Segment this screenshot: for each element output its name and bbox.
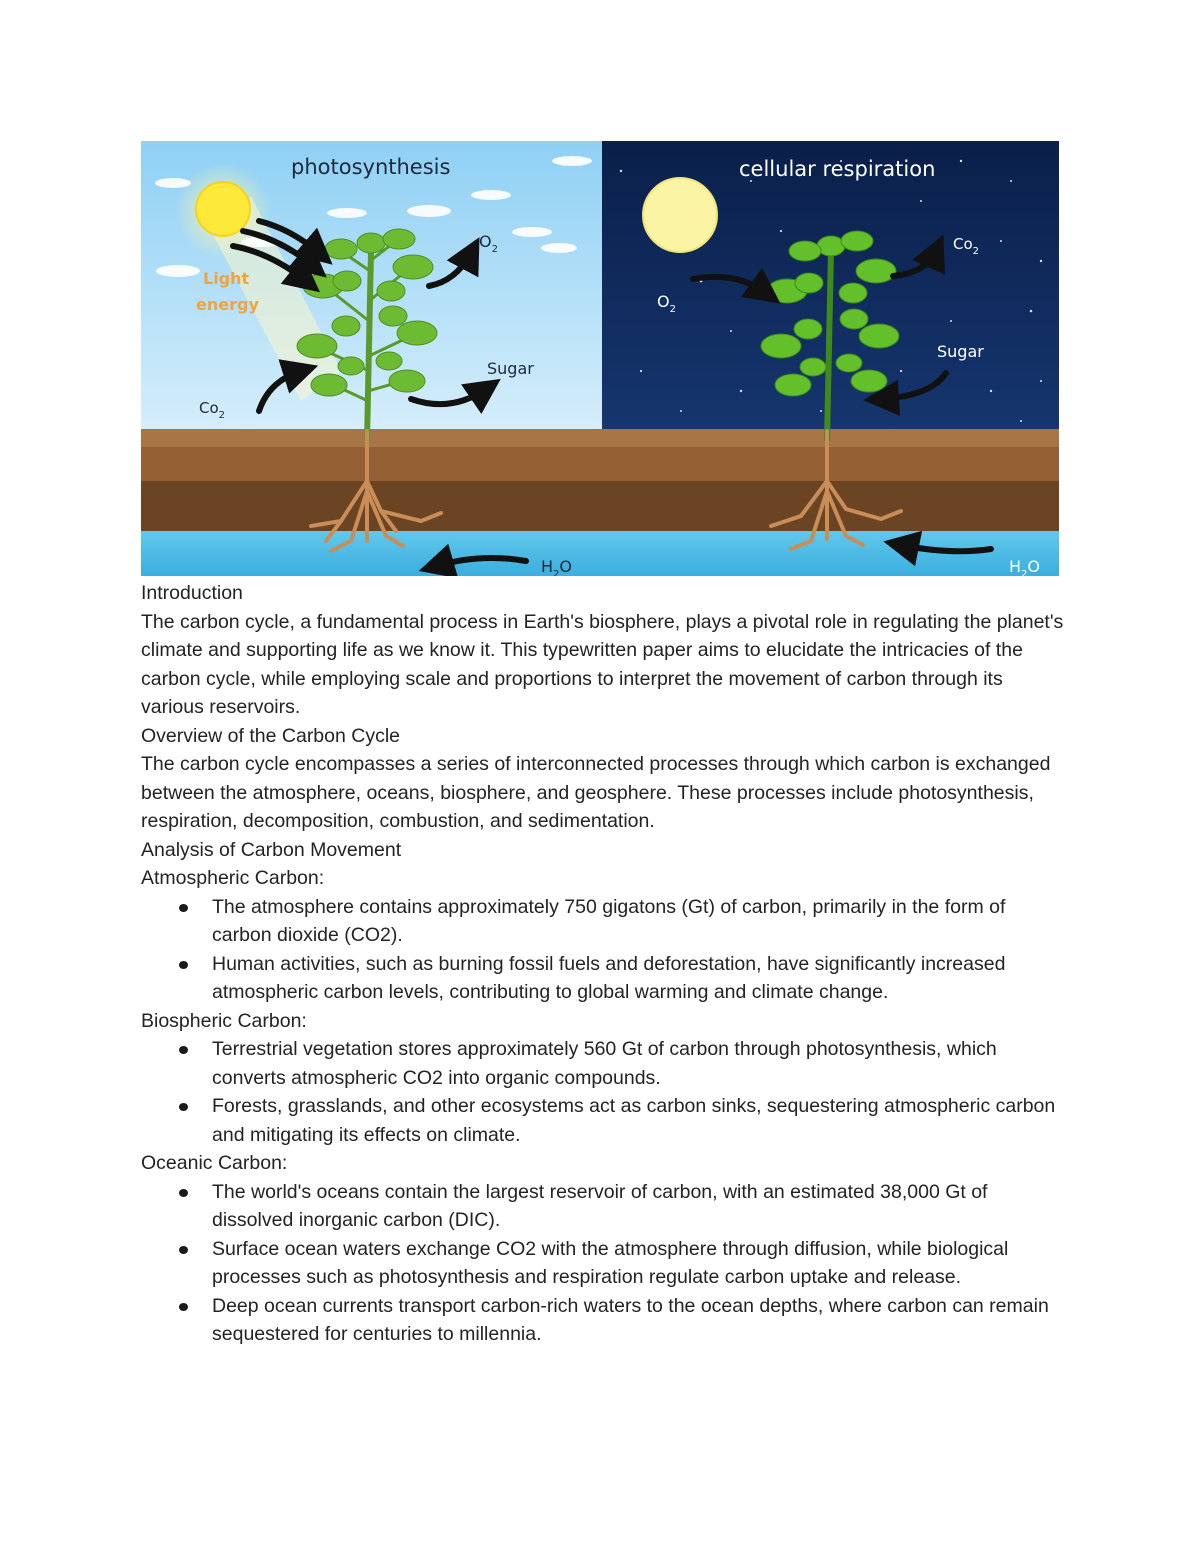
intro-heading: Introduction [141,582,243,604]
cellular-respiration-title: cellular respiration [739,157,936,181]
sun-icon [196,182,250,236]
list-item: Human activities, such as burning fossil fuels and deforestation, have significantly increased atmospheric carbon levels, contributing to global warming and climate change. [212,950,1066,1007]
co2-label-right: $Co_2$ [953,235,980,257]
light-energy-label-line1: Light [203,269,250,288]
list-item: The world's oceans contain the largest reservoir of carbon, with an estimated 38,000 Gt of dissolved inorganic carbon (DIC). [212,1178,1066,1235]
light-energy-label-line2: energy [196,295,259,314]
soil-top [141,429,1059,449]
o2-label-right: $O_2$ [657,292,676,315]
soil-mid [141,447,1059,483]
co2-label-left: $Co_2$ [199,399,226,421]
list-item: Forests, grasslands, and other ecosystems act as carbon sinks, sequestering atmospheric carbon and mitigating its effects on climate. [212,1092,1066,1149]
sugar-label-left: Sugar [487,359,534,378]
h2o-label-left: $H_2O$ [541,557,572,576]
overview-heading: Overview of the Carbon Cycle [141,724,401,747]
sugar-label-right: Sugar [937,342,984,361]
list-item: Surface ocean waters exchange CO2 with the atmosphere through diffusion, while biological processes such as photosynthesis and respiration regulate carbon uptake and release. [212,1235,1066,1292]
intro-paragraph: The carbon cycle, a fundamental process in Earth's biosphere, plays a pivotal role in regulating the planet's climate and supporting life as we know it. This typewritten paper aims to elucidate the intricacies of the carbon cycle, while employing scale and proportions to interpret the movement of carbon through its various reservoirs. [141,610,1064,718]
o2-label-left: $O_2$ [479,232,498,255]
oceanic-list [141,1178,1066,1349]
analysis-heading: Analysis of Carbon Movement [141,838,402,861]
moon-icon [643,178,717,252]
atmospheric-list [141,893,1066,1007]
water-layer [141,531,1059,576]
biospheric-list [141,1035,1066,1149]
h2o-label-right: $H_2O$ [1009,557,1040,576]
biospheric-heading: Biospheric Carbon: [141,1009,307,1032]
list-item: Deep ocean currents transport carbon-rich waters to the ocean depths, where carbon can remain sequestered for centuries to millennia. [212,1292,1066,1349]
oceanic-heading: Oceanic Carbon: [141,1152,288,1174]
photosynthesis-title: photosynthesis [291,155,451,179]
overview-paragraph: The carbon cycle encompasses a series of interconnected processes through which carbon is exchanged between the atmosphere, oceans, biosphere, and geosphere. These processes include photosynthesis, respiration, decomposition, combustion, and sedimentation. [141,753,1051,832]
carbon-cycle-illustration [141,141,1059,576]
list-item: Terrestrial vegetation stores approximately 560 Gt of carbon through photosynthesis, which converts atmospheric CO2 into organic compounds. [212,1035,1066,1092]
document-body [141,579,1066,1349]
atmospheric-heading: Atmospheric Carbon: [141,867,325,889]
soil-dark [141,481,1059,533]
list-item: The atmosphere contains approximately 750 gigatons (Gt) of carbon, primarily in the form of carbon dioxide (CO2). [212,893,1066,950]
